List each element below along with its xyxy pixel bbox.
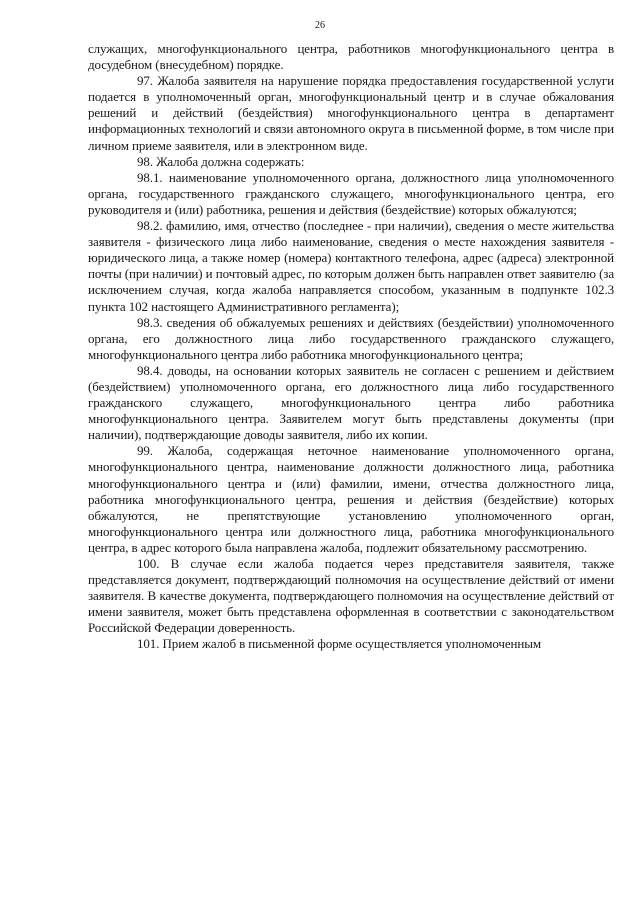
paragraph-98-3: 98.3. сведения об обжалуемых решениях и действиях (бездействии) уполномоченного органа, его должностного лица либо государственного гражданского служащего, многофункционального центра либо работника многофункционального центра;: [88, 314, 614, 362]
paragraph-99: 99. Жалоба, содержащая неточное наименование уполномоченного органа, многофункционального центра, наименование должности должностного лица, работника многофункционального центра и (или) фамилии, имени, отчества должностного лица, работника многофункционального центра, решения и действия (бездействие) которых обжалуются, не препятствующие установлению уполномоченного орган, многофункционального центра или должностного лица, работника многофункционального центра, в адрес которого была направлена жалоба, подлежит обязательному рассмотрению.: [88, 443, 614, 555]
paragraph-98-1: 98.1. наименование уполномоченного органа, должностного лица уполномоченного органа, государственного гражданского служащего, многофункционального центра, его руководителя и (или) работника, решения и действия (бездействие) которых обжалуются;: [88, 169, 614, 217]
paragraph-100: 100. В случае если жалоба подается через представителя заявителя, также представляется документ, подтверждающий полномочия на осуществление действий от имени заявителя. В качестве документа, подтверждающего полномочия на осуществление действий от имени заявителя, может быть представлена оформленная в соответствии с законодательством Российской Федерации доверенность.: [88, 556, 614, 636]
paragraph-101: 101. Прием жалоб в письменной форме осуществляется уполномоченным: [137, 636, 541, 652]
paragraph-continuation: служащих, многофункционального центра, работников многофункционального центра в досудебном (внесудебном) порядке.: [88, 41, 614, 73]
page-number: 26: [315, 20, 325, 31]
document-body: [88, 41, 614, 653]
paragraph-97: 97. Жалоба заявителя на нарушение порядка предоставления государственной услуги подается в уполномоченный орган, многофункциональный центр и в случае обжалования решений и действий (бездействия) многофункционального центра в департамент информационных технологий и связи автономного округа в письменной форме, в том числе при личном приеме заявителя, или в электронном виде.: [88, 73, 614, 153]
paragraph-98-4: 98.4. доводы, на основании которых заявитель не согласен с решением и действием (бездействием) уполномоченного органа, его должностного лица либо государственного гражданского служащего, многофункционального центра либо работника многофункционального центра. Заявителем могут быть представлены документы (при наличии), подтверждающие доводы заявителя, либо их копии.: [88, 362, 614, 443]
paragraph-98-2: 98.2. фамилию, имя, отчество (последнее - при наличии), сведения о месте жительства заявителя - физического лица либо наименование, сведения о месте нахождения заявителя - юридического лица, а также номер (номера) контактного телефона, адрес (адреса) электронной почты (при наличии) и почтовый адрес, по которым должен быть направлен ответ заявителю (за исключением случая, когда жалоба направляется способом, указанным в подпункте 102.3 пункта 102 настоящего Административного регламента);: [88, 218, 614, 314]
paragraph-98: 98. Жалоба должна содержать:: [137, 153, 305, 169]
